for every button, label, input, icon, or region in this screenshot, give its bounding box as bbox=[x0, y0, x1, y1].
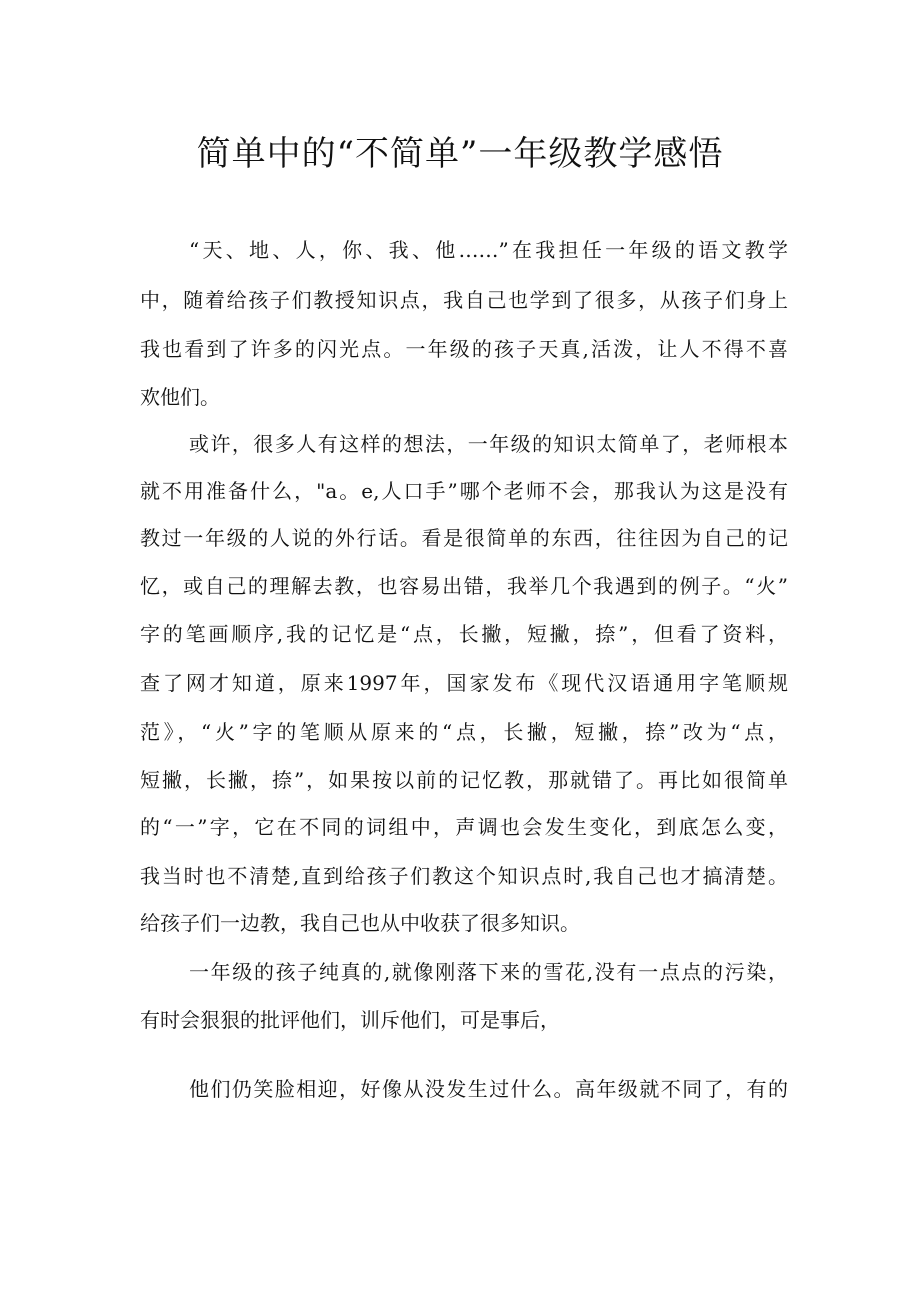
paragraph-line: 一年级的孩子纯真的,就像刚落下来的雪花,没有一点点的污染， bbox=[189, 960, 788, 984]
paragraph-line: 教过一年级的人说的外行话。看是很简单的东西，往往因为自己的记 bbox=[140, 526, 788, 550]
paragraph-line: 查了网才知道，原来1997年，国家发布《现代汉语通用字笔顺规 bbox=[140, 671, 788, 695]
paragraph-line: 有时会狠狠的批评他们，训斥他们，可是事后， bbox=[140, 1008, 560, 1032]
paragraph-line: “天、地、人，你、我、他……”在我担任一年级的语文教学 bbox=[189, 238, 788, 262]
paragraph-line: 字的笔画顺序,我的记忆是“点，长撇，短撇，捺”，但看了资料， bbox=[140, 622, 788, 646]
paragraph-line: 短撇，长撇，捺”，如果按以前的记忆教，那就错了。再比如很简单 bbox=[140, 768, 788, 792]
paragraph-line: 或许，很多人有这样的想法，一年级的知识太简单了，老师根本 bbox=[189, 432, 788, 456]
paragraph-line: 给孩子们一边教，我自己也从中收获了很多知识。 bbox=[140, 911, 580, 935]
paragraph-line: 范》，“火”字的笔顺从原来的“点，长撇，短撇，捺”改为“点， bbox=[140, 720, 788, 744]
paragraph-line: 我当时也不清楚,直到给孩子们教这个知识点时,我自己也才搞清楚。 bbox=[140, 864, 788, 888]
paragraph-line: 欢他们。 bbox=[140, 385, 220, 409]
paragraph-line: 就不用准备什么，"a。e,人口手”哪个老师不会，那我认为这是没有 bbox=[140, 479, 788, 503]
paragraph-line: 的“一”字，它在不同的词组中，声调也会发生变化，到底怎么变， bbox=[140, 815, 788, 839]
paragraph-line: 我也看到了许多的闪光点。一年级的孩子天真,活泼，让人不得不喜 bbox=[140, 337, 788, 361]
document-title: 简单中的“不简单”一年级教学感悟 bbox=[196, 134, 724, 174]
paragraph-line: 忆，或自己的理解去教，也容易出错，我举几个我遇到的例子。“火” bbox=[140, 574, 788, 598]
paragraph-line: 他们仍笑脸相迎，好像从没发生过什么。高年级就不同了，有的 bbox=[189, 1077, 788, 1101]
paragraph-line: 中，随着给孩子们教授知识点，我自己也学到了很多，从孩子们身上 bbox=[140, 288, 788, 312]
